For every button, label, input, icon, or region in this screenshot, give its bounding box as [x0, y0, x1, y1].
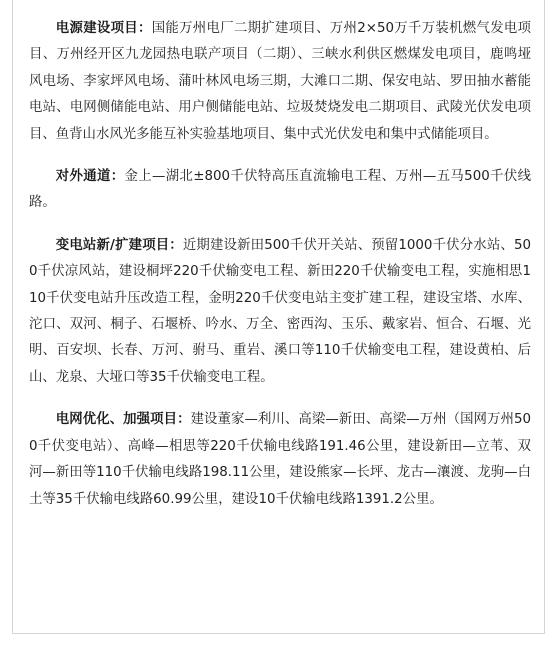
section-substation	[29, 233, 531, 391]
section-external-channel	[29, 164, 531, 217]
section-heading: 对外通道：	[55, 169, 125, 185]
section-heading: 电源建设项目：	[55, 21, 152, 36]
section-body: 近期建设新田500千伏开关站、预留1000千伏分水站、500千伏凉风站，建设桐坪220千伏输变电工程、新田220千伏输变电工程，实施相思110千伏变电站升压改造工程，金明220千伏变电站主变扩建工程，建设宝塔、水库、沱口、双河、桐子、石堰桥、吟水、万全、密西沟、玉乐、戴家岩、恒合、石堰、光明、百安坝、长春、万河、驸马、重岩、溪口等110千伏输变电工程，建设黄柏、后山、龙泉、大垭口等35千伏输变电工程。	[29, 237, 531, 385]
section-power-source	[29, 16, 531, 148]
article-frame	[12, 0, 545, 634]
section-body: 金上—湖北±800千伏特高压直流输电工程、万州—五马500千伏线路。	[29, 169, 531, 211]
section-heading: 变电站新/扩建项目：	[55, 237, 183, 253]
section-grid-optimization	[29, 407, 531, 513]
section-body: 国能万州电厂二期扩建项目、万州2×50万千万装机燃气发电项目、万州经开区九龙园热电联产项目（二期）、三峡水利供区燃煤发电项目，鹿鸣垭风电场、李家坪风电场、蒲叶林风电场三期，大滩口二期、保安电站、罗田抽水蓄能电站、电网侧储能电站、用户侧储能电站、垃圾焚烧发电二期项目、武陵光伏发电项目、鱼背山水风光多能互补实验基地项目、集中式光伏发电和集中式储能项目。	[29, 21, 531, 142]
section-body: 建设董家—利川、高梁—新田、高梁—万州（国网万州500千伏变电站）、高峰—相思等220千伏输电线路191.46公里，建设新田—立苇、双河—新田等110千伏输电线路198.11公里，建设熊家—长坪、龙古—瀼渡、龙驹—白土等35千伏输电线路60.99公里，建设10千伏输电线路1391.2公里。	[29, 412, 532, 507]
section-heading: 电网优化、加强项目：	[55, 412, 191, 428]
